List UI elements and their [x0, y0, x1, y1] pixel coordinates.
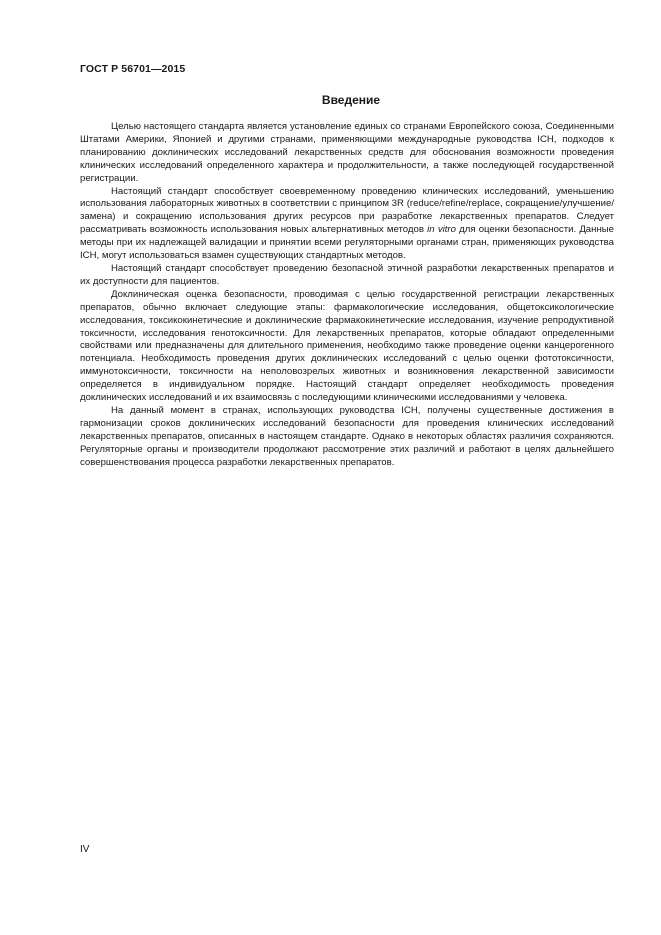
paragraph-3r-principle — [80, 186, 614, 263]
section-title: Введение — [321, 93, 381, 107]
paragraph-3r-text-before: Настоящий стандарт способствует своевременному проведению клинических исследований, уменьшению использования лабораторных животных в соответствии с принципом 3R (reduce/refine/replace, сокращение/улучшение/замена) и сокращению использования других ресурсов при разработке лекарственных препаратов. Следует рассматривать возможность использования новых альтернативных методов — [80, 185, 614, 236]
paragraph-3r-italic-term: in vitro — [427, 224, 456, 236]
paragraph-3r-text-after: для оценки безопасности. Данные методы при их надлежащей валидации и принятии всеми регуляторными органами стран, применяющих руководства ICH, могут использоваться взамен существующих стандартных методов. — [80, 224, 614, 262]
standard-identifier: ГОСТ Р 56701—2015 — [80, 63, 186, 75]
paragraph-harmonization: На данный момент в странах, использующих руководства ICH, получены существенные достижения в гармонизации сроков доклинических исследований безопасности для проведения клинических исследований лекарственных препаратов, описанных в настоящем стандарте. Однако в некоторых областях различия сохраняются. Регуляторные органы и производители продолжают рассмотрение этих различий и работают в целях дальнейшего совершенствования процесса разработки лекарственных препаратов. — [80, 404, 614, 468]
paragraph-purpose: Целью настоящего стандарта является установление единых со странами Европейского союза, Соединенными Штатами Америки, Японией и другими странами, применяющими международные руководства ICH, подходов к планированию доклинических исследований лекарственных средств для обоснования возможности проведения клинических исследований определенного характера и продолжительности, а также последующей государственной регистрации. — [80, 121, 614, 184]
paragraph-preclinical-evaluation: Доклиническая оценка безопасности, проводимая с целью государственной регистрации лекарственных препаратов, обычно включает следующие этапы: фармакологические исследования, общетоксикологические исследования, токсикокинетические и доклинические фармакокинетические исследования, изучение репродуктивной токсичности, исследования генотоксичности. Для лекарственных препаратов, которые обладают определенными свойствами или предназначены для длительного применения, необходимо также проведение оценки канцерогенного потенциала. Необходимость проведения других доклинических исследований с целью оценки фототоксичности, иммунотоксичности, токсичности на неполовозрелых животных и возникновения лекарственной зависимости определяется в индивидуальном порядке. Настоящий стандарт определяет необходимость проведения доклинических исследований и их взаимосвязь с последующими клиническими исследованиями у человека. — [80, 288, 614, 404]
paragraph-ethics: Настоящий стандарт способствует проведению безопасной этичной разработки лекарственных препаратов и их доступности для пациентов. — [80, 262, 614, 287]
document-body — [80, 121, 614, 469]
page-number: IV — [80, 844, 90, 855]
